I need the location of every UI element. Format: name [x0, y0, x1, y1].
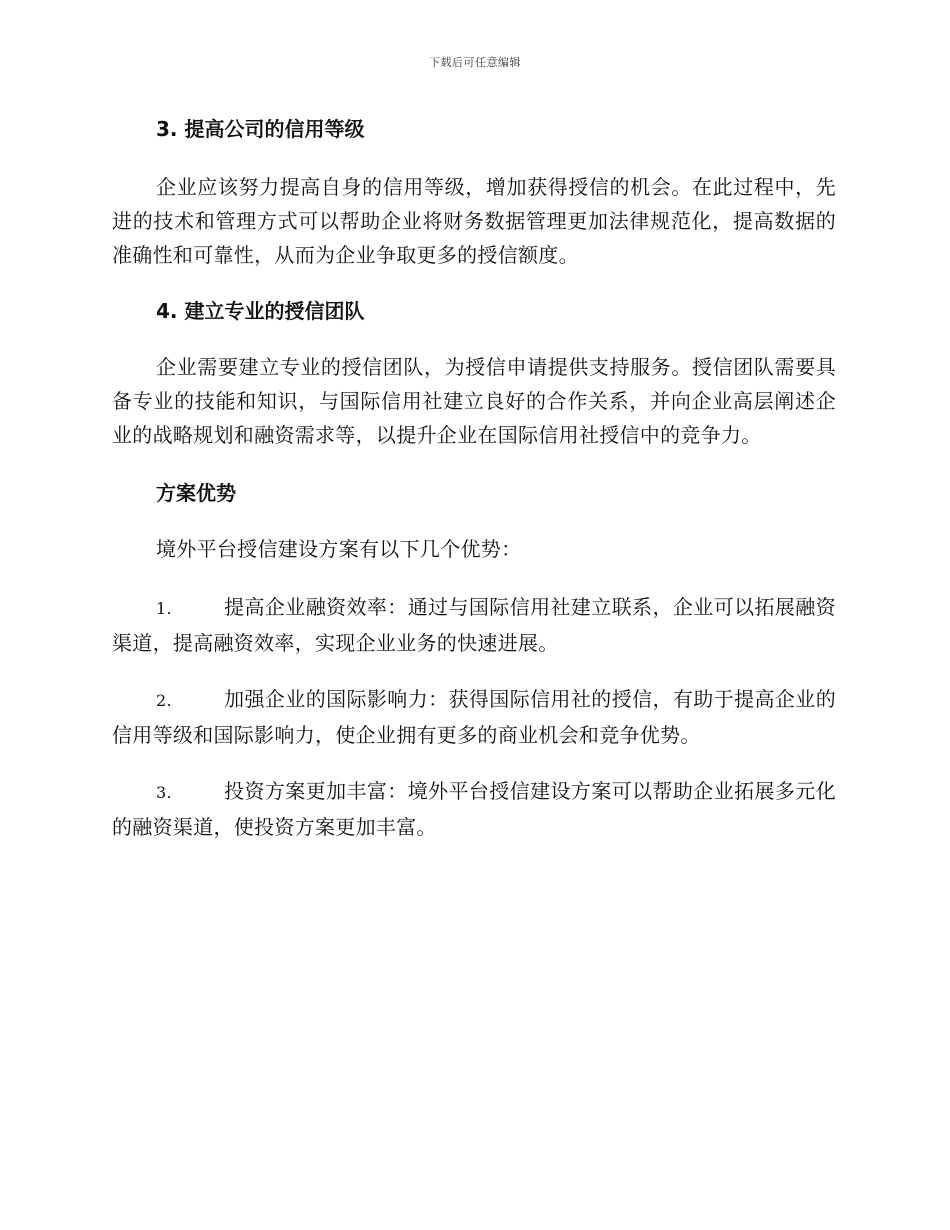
section-paragraph-credit-rating: 企业应该努力提高自身的信用等级，增加获得授信的机会。在此过程中，先进的技术和管理方式可以帮助企业将财务数据管理更加法律规范化，提高数据的准确性和可靠性，从而为企业争取更多的授信额度。 [112, 175, 836, 267]
list-item [112, 682, 836, 752]
list-item-number: 2. [156, 691, 172, 710]
list-item [112, 590, 836, 660]
list-item [112, 774, 836, 844]
list-item-text: 投资方案更加丰富：境外平台授信建设方案可以帮助企业拓展多元化的融资渠道，使投资方案更加丰富。 [112, 779, 836, 839]
list-item-text: 加强企业的国际影响力：获得国际信用社的授信，有助于提高企业的信用等级和国际影响力，使企业拥有更多的商业机会和竞争优势。 [112, 687, 836, 747]
list-item-text: 提高企业融资效率：通过与国际信用社建立联系，企业可以拓展融资渠道，提高融资效率，实现企业业务的快速进展。 [112, 595, 836, 655]
section-heading-credit-rating: 3. 提高公司的信用等级 [156, 117, 365, 141]
advantages-intro: 境外平台授信建设方案有以下几个优势： [156, 537, 522, 561]
section-heading-advantages: 方案优势 [156, 481, 236, 505]
section-paragraph-credit-team: 企业需要建立专业的授信团队，为授信申请提供支持服务。授信团队需要具备专业的技能和知识，与国际信用社建立良好的合作关系，并向企业高层阐述企业的战略规划和融资需求等，以提升企业在国际信用社授信中的竞争力。 [112, 355, 836, 447]
section-heading-credit-team: 4. 建立专业的授信团队 [156, 299, 365, 323]
document-body [112, 112, 836, 844]
header-note: 下载后可任意编辑 [429, 56, 521, 69]
list-item-number: 3. [156, 783, 172, 802]
list-item-number: 1. [156, 599, 172, 618]
